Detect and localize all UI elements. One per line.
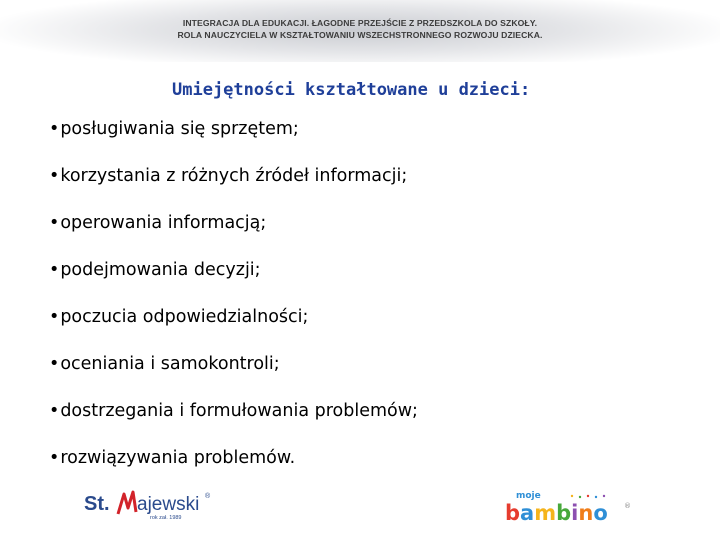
list-item — [49, 307, 308, 327]
bullet: • — [49, 401, 60, 421]
list-item-text: poczucia odpowiedzialności; — [60, 307, 309, 327]
list-item — [49, 166, 407, 186]
list-item — [49, 260, 261, 280]
bullet: • — [49, 354, 60, 374]
list-item-text: operowania informacją; — [60, 213, 267, 233]
list-item — [49, 401, 418, 421]
list-item-text: oceniania i samokontroli; — [60, 354, 280, 374]
list-item — [49, 119, 299, 139]
logo-right-moje: moje — [516, 491, 541, 501]
slide-title: Umiejętności kształtowane u dzieci: — [172, 80, 531, 100]
list-item — [49, 354, 280, 374]
list-item-text: podejmowania decyzji; — [60, 260, 261, 280]
list-item-text: posługiwania się sprzętem; — [60, 119, 299, 139]
list-item — [49, 448, 295, 468]
logo-right-dot — [579, 496, 581, 498]
header-title — [0, 17, 720, 41]
list-item — [49, 213, 266, 233]
bullet: • — [49, 119, 60, 139]
logo-left-tagline: rok zał. 1989 — [150, 515, 182, 521]
bullet: • — [49, 307, 60, 327]
bullet: • — [49, 448, 60, 468]
st-majewski-logo — [84, 486, 214, 522]
bullet: • — [49, 260, 60, 280]
logo-left-m-mark — [118, 492, 136, 514]
logo-right-dot — [595, 496, 597, 498]
list-item-text: rozwiązywania problemów. — [60, 448, 296, 468]
logo-left-registered: ® — [205, 493, 211, 500]
header-line-1: INTEGRACJA DLA EDUKACJI. ŁAGODNE PRZEJŚCIE Z PRZEDSZKOLA DO SZKOŁY. — [182, 18, 538, 28]
moje-bambino-logo — [502, 488, 632, 524]
list-item-text: dostrzegania i formułowania problemów; — [60, 401, 418, 421]
logo-right-dot — [587, 495, 589, 497]
logo-right-dot — [603, 495, 605, 497]
logo-right-registered: ® — [624, 502, 631, 510]
bullet: • — [49, 213, 60, 233]
logo-right-bambino: bambino — [505, 501, 608, 524]
list-item-text: korzystania z różnych źródeł informacji; — [60, 166, 408, 186]
bullet: • — [49, 166, 60, 186]
header-line-2: ROLA NAUCZYCIELA W KSZTAŁTOWANIU WSZECHSTRONNEGO ROZWOJU DZIECKA. — [177, 30, 543, 40]
logo-left-st: St. — [84, 493, 110, 515]
logo-left-ajewski: ajewski — [137, 494, 200, 515]
logo-right-dot — [571, 495, 573, 497]
